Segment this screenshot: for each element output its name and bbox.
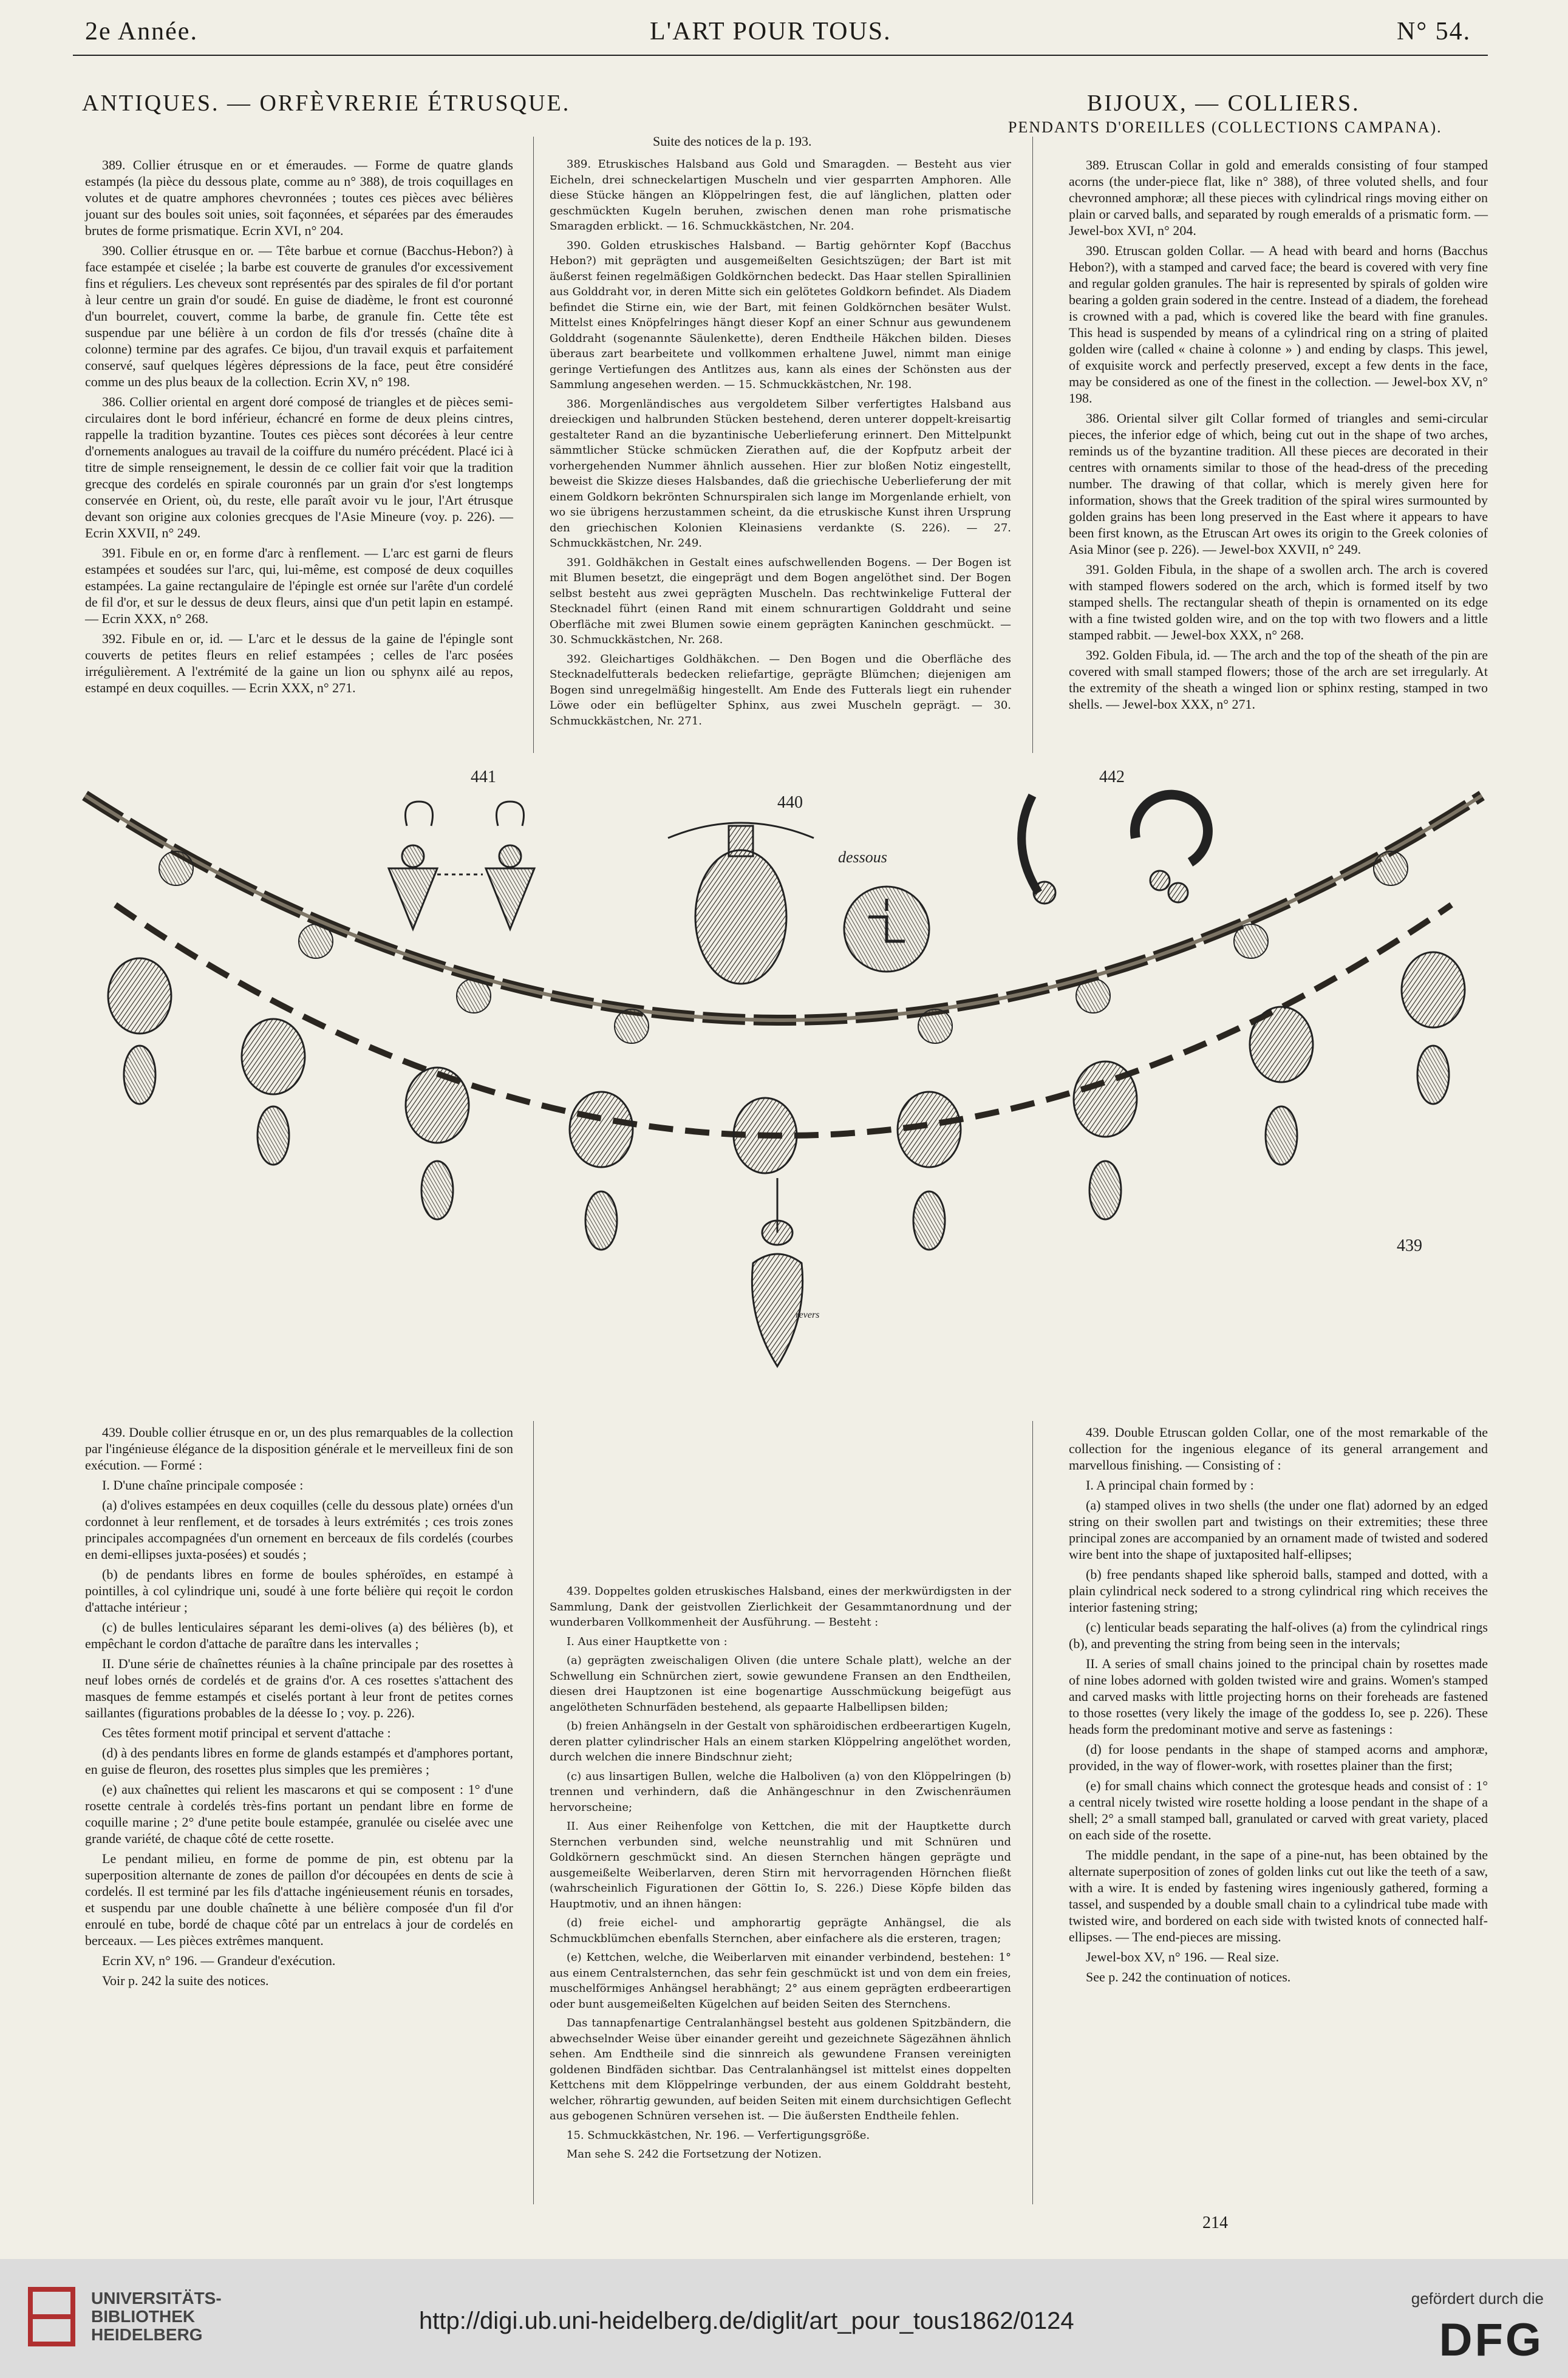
notice-439-de-part1: I. Aus einer Hauptkette von : [567, 1635, 728, 1648]
notice-439-en-box: Jewel-box XV, n° 196. — Real size. [1086, 1949, 1280, 1964]
library-name-line-2: BIBLIOTHEK [91, 2307, 196, 2326]
figure-number-440: 440 [777, 793, 803, 812]
notice-439-en-see: See p. 242 the continuation of notices. [1086, 1969, 1291, 1985]
header-issue-number: N° 54. [1397, 18, 1471, 46]
column-divider-3 [533, 1421, 534, 2204]
library-name-line-1: UNIVERSITÄTS- [91, 2289, 222, 2308]
notice-439-fr-d: (d) à des pendants libres en forme de glands estampés et d'amphores portant, en guise de fleuron, des rosettes plus simples que les premières ; [85, 1745, 513, 1777]
notice-439-de-part2: II. Aus einer Reihenfolge von Kettchen, die mit der Hauptkette durch Sternchen verbunden sind, welche neunstrahlig und mit Schnüren und Goldkörnern geschmückt sind. An diesen Sternchen hängen geprägte und ausgemeißelte Weiberlarven, deren Stirn mit hervorragenden Hörnchen fließt (wahrscheinlich Figurationen der Göttin Io, S. 226.) Diese Köpfe bilden das Hauptmotiv, und an ihnen hängen: [550, 1820, 1011, 1910]
notice-389-en: 389. Etruscan Collar in gold and emeralds consisting of four stamped acorns (the under-piece flat, like n° 388), of three voluted shells, and four chevronned amphoræ; all these pieces with cylindrical rings moving either on plain or carved balls, and separated by rough emeralds of a prismatic form. — Jewel-box XVI, n° 204. [1069, 157, 1488, 238]
digitization-footer [0, 2259, 1568, 2378]
notice-439-de-a: (a) geprägten zweischaligen Oliven (die untere Schale platt), welche an der Schwellung ein Schnürchen ziert, sowie gewundene Fransen an den Endtheilen, diesen drei Hauptzonen ist eine bogenartige Ausschmückung beigefügt aus angelötheten Schnurfäden bestehend, als gepaarte Halbellipsen bilden; [550, 1654, 1011, 1714]
notice-391-en: 391. Golden Fibula, in the shape of a swollen arch. The arch is covered with stamped flowers sodered on the arch, which is formed itself by two stamped shells. The rectangular sheath of thepin is ornamented on its edge with a fine twisted golden wire, and on the top with two flowers and a little stamped rabbit. — Jewel-box XXX, n° 268. [1069, 562, 1488, 642]
label-dessous: dessous [838, 848, 887, 866]
notice-386-en: 386. Oriental silver gilt Collar formed of triangles and semi-circular pieces, the inferior edge of which, being cut out in the shape of two arches, reminds us of the byzantine tradition. All these pieces are decorated in their centres with ornaments similar to those of the head-dress of the preceding number. The drawing of that collar, which is merely given here for information, shows that the Greek tradition of the spiral wires surmounted by golden grains has been long preserved in the East where it appears to have been first known, as the Etruscan Art owes its origin to the Greek colonies of Asia Minor (see p. 226). — Jewel-box XXVII, n° 249. [1069, 411, 1488, 557]
notice-391-fr: 391. Fibule en or, en forme d'arc à renflement. — L'arc est garni de fleurs estampées et soudées sur l'arc, qui, lui-même, est composé de deux coquilles estampées. La gaine rectangulaire de l'épingle est ornée sur l'arête d'un cordelé de fil d'or, et sur le dessus de deux fleurs, ainsi que d'un petit lapin en estampé. — Ecrin XXX, n° 268. [85, 545, 513, 626]
necklace-engraving-plate [36, 759, 1530, 1439]
library-name-line-3: HEIDELBERG [91, 2325, 203, 2344]
notice-439-de-box: 15. Schmuckkästchen, Nr. 196. — Verfertigungsgröße. [567, 2128, 870, 2142]
notice-439-en-middle: The middle pendant, in the sape of a pine-nut, has been obtained by the alternate superposition of zones of golden links cut out like the teeth of a saw, with a wire. It is ended by fastening wires ingeniously gathered, forming a tassel, and suspended by a double small chain to a cylindrical tube made with twisted wire, and bordered on each side with twisted knots of connected half-ellipses. — The end-pieces are missing. [1069, 1847, 1488, 1944]
earring-figure-441 [389, 802, 534, 929]
top-column-french [85, 157, 513, 700]
section-title-antiques: ANTIQUES. — ORFÈVRERIE ÉTRUSQUE. [82, 90, 571, 116]
notice-439-fr-box: Ecrin XV, n° 196. — Grandeur d'exécution. [102, 1953, 336, 1968]
column-divider-4 [1032, 1421, 1033, 2204]
bottom-column-german [550, 1584, 1011, 2166]
notice-389-de: 389. Etruskisches Halsband aus Gold und Smaragden. — Besteht aus vier Eicheln, drei schneckelartigen Muscheln und vier gesparrten Amphoren. Alle diese Stücke hängen an Klöppelringen fest, die auf länglichen, platten oder geschmückten Kugeln beruhen, zwischen denen man rohe prismatische Smaragden erblickt. — 16. Schmuckkästchen, Nr. 204. [550, 158, 1011, 233]
library-logo-icon [24, 2283, 79, 2350]
header-journal-title: L'ART POUR TOUS. [650, 18, 891, 46]
notice-439-de-intro: 439. Doppeltes golden etruskisches Halsband, eines der merkwürdigsten in der Sammlung, Dank der geistvollen Zierlichkeit der Gesammtanordnung und der wunderbaren Vollkommenheit der Ausführung. — Besteht : [550, 1585, 1011, 1629]
section-subtitle-pendants: PENDANTS D'OREILLES (COLLECTIONS CAMPANA). [1008, 118, 1442, 136]
pendant-figure-440 [668, 823, 929, 984]
dfg-logo: DFG [1439, 2314, 1544, 2366]
notice-439-fr-e: (e) aux chaînettes qui relient les mascarons et qui se composent : 1° d'une rosette centrale à cordelés très-fins portant un pendant libre en forme de coquille marine ; 2° d'une petite boule estampée, granulée ou ciselée avec une grande variété, de chaque côté de cette rosette. [85, 1782, 513, 1846]
notice-439-en-part2: II. A series of small chains joined to the principal chain by rosettes made of nine lobes adorned with golden twisted wire and grains. Women's stamped and carved masks with little projecting horns on their foreheads are fastened to those rosettes (very likely the image of the goddess Io, see p. 226). These heads form the predominant motive and serve as fastenings : [1069, 1656, 1488, 1737]
notice-439-fr-part2: II. D'une série de chaînettes réunies à la chaîne principale par des rosettes à neuf lobes ornés de cordelés et de grains d'or. A ces rosettes s'attachent des masques de femme estampés et ciselés portant à leur front de petites cornes saillantes (figurations probables de la déesse Io ; voy. p. 226). [85, 1656, 513, 1720]
top-column-german [550, 157, 1011, 732]
notice-439-de-c: (c) aus linsartigen Bullen, welche die Halboliven (a) von den Klöppelringen (b) trennen und verhindern, daß die Anhängeschnur in den Zwischenräumen hervorscheine; [550, 1770, 1011, 1814]
page-number: 214 [1202, 2213, 1228, 2232]
library-name [91, 2289, 222, 2344]
notice-392-fr: 392. Fibule en or, id. — L'arc et le dessus de la gaine de l'épingle sont couverts de petites fleurs en relief estampées ; celles de l'arc posées irrégulièrement. A l'extrémité de la gaine un lion ou sphynx ailé au repos, estampé en deux coquilles. — Ecrin XXX, n° 271. [85, 631, 513, 695]
notice-439-fr-a: (a) d'olives estampées en deux coquilles (celle du dessous plate) ornées d'un cordonnet à leur renflement, et de torsades à leurs extrémités ; ces trois zones principales accompagnées d'un ornement en berceaux de fils cordelés (courbes en demi-ellipses juxta-posées) et soudés ; [85, 1497, 513, 1562]
pine-cone-pendant [752, 1178, 802, 1366]
notice-439-de-b: (b) freien Anhängseln in der Gestalt von sphäroidischen erdbeerartigen Kugeln, deren platter cylindrischer Hals an einem starken Klöppelring angelöthet worden, durch welchen die innere Bindschnur zieht; [550, 1720, 1011, 1763]
notice-439-fr-intro: 439. Double collier étrusque en or, un des plus remarquables de la collection par l'ingénieuse élégance de la disposition générale et le merveilleux fini de son exécution. — Formé : [85, 1425, 513, 1473]
notice-386-de: 386. Morgenländisches aus vergoldetem Silber verfertigtes Halsband aus dreieckigen und halbrunden Stücken bestehend, deren unterer doppelt-kreisartig gestalteter Rand an die byzantinische Ueberlieferung erinnert. Den Mittelpunkt sämmtlicher Stücke schmücken Zierathen auf, die der Kopfputz arbeit der vorhergehenden Nummer ähnlich aussehen. Hier zur bloßen Notiz eingestellt, beweist die Skizze dieses Halsbandes, daß die griechische Ueberlieferung der mit einem Goldkorn bekrönten Schnurspiralen sich lange im Morgenlande erhielt, von wo sie übrigens herzustammen scheint, da die etruskische Kunst ihren Ursprung den griechischen Kolonien Kleinasiens verdankte (S. 226). — 27. Schmuckkästchen, Nr. 249. [550, 397, 1011, 550]
label-revers: revers [796, 1310, 820, 1320]
notice-390-de: 390. Golden etruskisches Halsband. — Bartig gehörnter Kopf (Bacchus Hebon?) mit geprägten und ausgemeißelten Gesichtszügen; der Bart ist mit äußerst feinen regelmäßigen Goldkörnchen bedeckt. Das Haar stellen Spirallinien aus Golddraht vor, in deren Mitte sich ein gelötetes Goldkorn befindet. Als Diadem befindet die Stirne ein, wie der Bart, mit feinen Goldkörnchen besäter Wulst. Mittelst eines Knöpfelringes hängt dieser Kopf an einer Schnur aus gewundenem Golddraht (sogenannte Säulenkette), deren Endtheile Häkchen bilden. Dieses überaus zart bearbeitete und vollkommen erhaltene Juwel, nimmt man einige geringe Vertiefungen des Antlitzes aus, kann als eines der Schönsten aus der Sammlung angesehen werden. — 15. Schmuckkästchen, Nr. 198. [550, 239, 1011, 391]
bottom-column-english [1069, 1424, 1488, 1989]
notice-439-fr-middle: Le pendant milieu, en forme de pomme de pin, est obtenu par la superposition alternante de zones de paillon d'or découpées en dents de scie à cordelés. Il est terminé par les fils d'attache ingénieusement réunis en torsades, et suspendu par une double chaînette à une bélière composée d'un fil d'or enroulé en tube, bordé de chaque côté par un entrelacs à jour de cordelés en berceaux. — Les pièces extrêmes manquent. [85, 1851, 513, 1948]
notice-390-fr: 390. Collier étrusque en or. — Tête barbue et cornue (Bacchus-Hebon?) à face estampée et ciselée ; la barbe est couverte de granules d'or excessivement fins et réguliers. Les cheveux sont représentés par des spirales de fil d'or portant à leur centre un grain d'or soudé. En guise de diadème, le front est couronné d'un bourrelet, couvert, comme la barbe, de granule fin. Cette tête est suspendue par une bélière à un cordon de fils d'or tressés (chaîne dite à colonne) termine par des agrafes. Ce bijou, d'un travail exquis et parfaitement conservé, sauf quelques légères dépressions de la face, peut être considéré comme un des plus beaux de la collection. Ecrin XV, n° 198. [85, 243, 513, 389]
notice-439-de-middle: Das tannapfenartige Centralanhängsel besteht aus goldenen Spitzbändern, die abwechselnder Weise über einander gereiht und gezeichnete Sägezähnen ähnlich sehen. Am Endtheile sind die sinnreich als gewundene Fransen vereinigten goldenen Bindfäden sichtbar. Das Centralanhängsel ist mittelst eines doppelten Kettchens mit dem Klöppelringe verbunden, der aus einem Golddraht besteht, welcher, röhrartig gewunden, auf beiden Seiten mit einem durchsichtigen Geflecht aus gebogenen Schnüren versehen ist. — Die äußersten Endtheile fehlen. [550, 2017, 1011, 2122]
notice-389-fr: 389. Collier étrusque en or et émeraudes. — Forme de quatre glands estampés (la pièce du dessous plate, comme au n° 388), de trois coquillages en volutes et de quatre amphores chevronnées ; toutes ces pièces avec bélières jouant sur des boules soit unies, soit façonnées, et séparées par des émeraudes brutes de forme prismatique. Ecrin XVI, n° 204. [85, 157, 513, 238]
notice-439-en-a: (a) stamped olives in two shells (the under one flat) adorned by an edged string on their swollen part and twistings on their extremities; these three principal zones are accompanied by an ornament made of twisted and sodered wire bent into the shape of juxtaposited half-ellipses; [1069, 1497, 1488, 1562]
header-rule [73, 55, 1488, 56]
header-year: 2e Année. [85, 18, 198, 46]
figure-number-441: 441 [471, 768, 496, 786]
notice-391-de: 391. Goldhäkchen in Gestalt eines aufschwellenden Bogens. — Der Bogen ist mit Blumen besetzt, die eingeprägt und dem Bogen angelöthet sind. Der Bogen selbst besteht aus zwei geprägten Muscheln. Das rechtwinkelige Futteral der Stecknadel führt (einen Rand mit einem schnurartigen Golddraht und seine Oberfläche mit zwei Blumen sowie einem geprägten Kaninchen geschmückt. — 30. Schmuckkästchen, Nr. 268. [550, 556, 1011, 646]
notice-439-fr-heads: Ces têtes forment motif principal et servent d'attache : [102, 1725, 391, 1740]
notice-439-de-d: (d) freie eichel- und amphorartig geprägte Anhängsel, die als Schmuckblümchen ebenfalls Sternchen, aber einfachere als die ersteren, tragen; [550, 1916, 1011, 1945]
section-title-bijoux: BIJOUX, — COLLIERS. [1087, 90, 1360, 116]
notice-439-en-part1: I. A principal chain formed by : [1086, 1477, 1254, 1493]
notice-439-fr-see: Voir p. 242 la suite des notices. [102, 1973, 269, 1988]
notices-continued-heading: Suite des notices de la p. 193. [653, 134, 812, 149]
notice-439-en-intro: 439. Double Etruscan golden Collar, one of the most remarkable of the collection for the ingenious elegance of its general arrangement and marvellous finishing. — Consisting of : [1069, 1425, 1488, 1473]
figure-number-442: 442 [1099, 768, 1125, 786]
figure-number-439: 439 [1397, 1236, 1422, 1255]
top-column-english [1069, 157, 1488, 716]
notice-386-fr: 386. Collier oriental en argent doré composé de triangles et de pièces semi-circulaires dont le bord inférieur, échancré en forme de deux pleins cintres, rappelle la tradition byzantine. Toutes ces pièces sont décorées à leur centre d'ornements analogues au travail de la coiffure du numéro précédent. Placé ici à titre de simple renseignement, le dessin de ce collier fait voir que la tradition grecque des cordelés en spirale couronnés par un grain d'or s'est longtemps conservée en Orient, où, du reste, elle paraît avoir vu le jour, l'Art étrusque devant son origine aux colonies grecques de l'Asie Mineure (voy. p. 226). — Ecrin XXVII, n° 249. [85, 394, 513, 540]
mask-heads [108, 952, 1465, 1173]
notice-439-fr-c: (c) de bulles lenticulaires séparant les demi-olives (a) des bélières (b), et empêchant le cordon d'attache de paraître dans les intervalles ; [85, 1620, 513, 1651]
notice-439-de-e: (e) Kettchen, welche, die Weiberlarven mit einander verbindend, bestehen: 1° aus einem Centralsternchen, das sehr fein geschmückt ist und von dem ein freies, muschelförmiges Anhängsel herabhängt; 2° aus einem geprägten erdbeerartigen oder bunt ausgemeißelten Kügelchen auf beiden Seiten des Sternchens. [550, 1951, 1011, 2011]
etruscan-necklace-illustration [36, 759, 1530, 1439]
notice-439-fr-part1: I. D'une chaîne principale composée : [102, 1477, 304, 1493]
notice-392-en: 392. Golden Fibula, id. — The arch and the top of the sheath of the pin are covered with small stamped flowers; those of the arch are set irregularly. At the extremity of the sheath a winged lion or sphinx resting, stamped in two shells. — Jewel-box XXX, n° 271. [1069, 647, 1488, 712]
source-url-link[interactable]: http://digi.ub.uni-heidelberg.de/diglit/art_pour_tous1862/0124 [419, 2308, 1074, 2334]
upper-chain-beads [159, 851, 1408, 1043]
bottom-column-french [85, 1424, 513, 1992]
column-divider-1 [533, 137, 534, 753]
notice-439-fr-b: (b) de pendants libres en forme de boules sphéroïdes, en estampé à pointilles, à col cylindrique uni, soudé à une forte bélière qui reçoit le cordon d'attache intérieur ; [85, 1567, 513, 1615]
notice-390-en: 390. Etruscan golden Collar. — A head with beard and horns (Bacchus Hebon?), with a stamped and carved face; the beard is covered with very fine and regular golden granules. The hair is represented by spirals of golden wire bearing a golden grain sodered in the centre. Instead of a diadem, the forehead is crowned with a pad, which is covered like the beard with fine granules. This head is suspended by means of a cylindrical ring on a string of plaited golden wire (called « chaine à colonne » ) and ending by clasps. This jewel, of exquisite worck and perfectly preserved, except a few dents in the face, may be considered as one of the finest in the collection. — Jewel-box XV, n° 198. [1069, 243, 1488, 406]
notice-439-en-d: (d) for loose pendants in the shape of stamped acorns and amphoræ, provided, in the way of flower-work, with rosettes plainer than the first; [1069, 1742, 1488, 1773]
column-divider-2 [1032, 137, 1033, 753]
notice-439-en-c: (c) lenticular beads separating the half-olives (a) from the cylindrical rings (b), and preventing the string from being seen in the intervals; [1069, 1620, 1488, 1651]
notice-392-de: 392. Gleichartiges Goldhäkchen. — Den Bogen und die Oberfläche des Stecknadelfutterals bedecken reliefartige, geprägte Blümchen; diejenigen am Bogen sind unregelmäßig hingestellt. Am Ende des Futterals liegt ein ruhender Löwe oder ein beflügelter Sphinx, aus zwei Muscheln geprägt. — 30. Schmuckkästchen, Nr. 271. [550, 652, 1011, 727]
notice-439-en-b: (b) free pendants shaped like spheroid balls, stamped and dotted, with a plain cylindrical neck sodered to a strong cylindrical ring which receives the interior fastening string; [1069, 1567, 1488, 1615]
fibula-figure-442 [1021, 795, 1208, 904]
funded-by-label: gefördert durch die [1411, 2289, 1544, 2308]
notice-439-de-see: Man sehe S. 242 die Fortsetzung der Notizen. [567, 2148, 822, 2161]
notice-439-en-e: (e) for small chains which connect the grotesque heads and consist of : 1° a central nicely twisted wire rosette holding a loose pendant in the shape of a shell; 2° a small stamped ball, granulated or carved with great variety, placed on each side of the rosette. [1069, 1778, 1488, 1842]
